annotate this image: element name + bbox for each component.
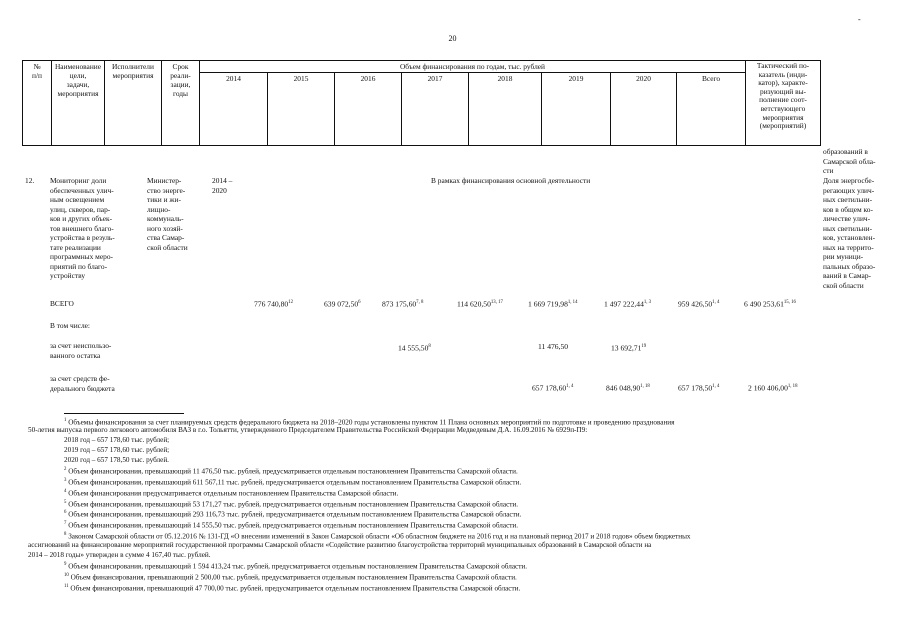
activity-indicator: Доля энергосбе- регающих улич- ных светильни- ков в общем ко- личестве улич- ных светильни- ков, установлен- ных на террито- рии муници- пальных образо- ваний в Самар- ской области	[823, 176, 876, 290]
footnote-5: $^5$ Объем финансирования, превышающий 53 171,27 тыс. рублей, предусматривается отдельным постановлением Правительства Самарской области.	[64, 500, 519, 509]
year-2018-header: 2018	[469, 73, 542, 146]
year-2017-header: 2017	[402, 73, 469, 146]
year-2020-header: 2020	[611, 73, 677, 146]
prev-indicator-tail: образований в Самарской обла- сти	[823, 147, 876, 175]
total-2018: 1 669 719,98$^{1, 14}$	[528, 299, 578, 309]
col-executor-header: Исполнители мероприятия	[105, 61, 162, 146]
year-2015-header: 2015	[268, 73, 335, 146]
total-all: 6 490 253,61$^{15, 16}$	[744, 299, 796, 309]
footnote-6: $^6$ Объем финансирования, превышающий 293 116,73 тыс. рублей, предусматривается отдельным постановлением Правительства Самарской области.	[64, 510, 522, 519]
year-2014-header: 2014	[200, 73, 268, 146]
federal-2018: 657 178,60$^{1, 4}$	[532, 383, 574, 393]
including-label: В том числе:	[50, 321, 90, 330]
footnote-10: $^{10}$ Объем финансирования, превышающий 2 500,00 тыс. рублей, предусматривается отдельным постановлением Правительства Самарской области.	[64, 573, 517, 582]
col-financing-header: Объем финансирования по годам, тыс. рублей	[200, 61, 746, 73]
total-2017: 114 620,50$^{13, 17}$	[457, 299, 503, 309]
corner-mark: -	[858, 15, 861, 24]
page-number: 20	[448, 34, 457, 43]
unused-2016: 14 555,50$^8$	[398, 343, 431, 353]
col-term-header: Срок реали- зации, годы	[162, 61, 200, 146]
financing-note: В рамках финансирования основной деятельности	[431, 176, 591, 185]
footnote-1-cont: 50-летия выпуска первого легкового автомобиля ВАЗ в г.о. Тольятти, утвержденного Председателем Правительства Российской Федерации Медведевым Д.А. 16.09.2016 № 6929п-П9:	[28, 426, 588, 434]
federal-all: 2 160 406,00$^{1, 18}$	[748, 383, 798, 393]
total-label: ВСЕГО	[50, 299, 74, 308]
year-total-header: Всего	[677, 73, 746, 146]
footnote-separator	[64, 413, 184, 414]
federal-label: за счет средств фе- дерального бюджета	[50, 374, 115, 393]
unused-2019: 13 692,71$^{19}$	[611, 343, 647, 353]
footnote-8: $^8$ Законом Самарской области от 05.12.2016 № 131-ГД «О внесении изменений в Закон Самарской области «Об областном бюджете на 2016 год и на плановый период 2017 и 2018 годов» объем бюджетных	[64, 532, 691, 541]
activity-term: 2014 – 2020	[212, 176, 233, 195]
year-2019-header: 2019	[542, 73, 611, 146]
total-2015: 639 072,50$^6$	[324, 299, 361, 309]
unused-2018: 11 476,50	[538, 342, 569, 351]
footnote-11: $^{11}$ Объем финансирования, превышающий 47 700,00 тыс. рублей, предусматривается отдельным постановлением Правительства Самарской области.	[64, 584, 521, 593]
unused-label: за счет неиспользо- ванного остатка	[50, 341, 112, 360]
footnote-3: $^3$ Объем финансирования, превышающий 611 567,11 тыс. рублей, предусматривается отдельным постановлением Правительства Самарской области.	[64, 478, 522, 487]
total-2020: 959 426,50$^{1, 4}$	[678, 299, 720, 309]
footnote-1-2018: 2018 год – 657 178,60 тыс. рублей;	[64, 436, 170, 444]
footnote-1: $^1$ Объемы финансирования за счет планируемых средств федерального бюджета на 2018–2020 годы установлены пунктом 11 Плана основных мероприятий по подготовке и проведению празднования	[64, 418, 675, 427]
total-2014: 776 740,80$^{12}$	[254, 299, 293, 309]
footnote-4: $^4$ Объем финансирования предусматривается отдельным постановлением Правительства Самарской области.	[64, 489, 399, 498]
footnote-2: $^2$ Объем финансирования, превышающий 11 476,50 тыс. рублей, предусматривается отдельным постановлением Правительства Самарской области.	[64, 467, 518, 476]
activity-name: Мониторинг доли обеспеченных улич- ным освещением улиц, скверов, пар- ков и других объек- тов внешнего благо- устройства в резуль- тате реализации программных меро- приятий по благо- устройству	[50, 176, 115, 280]
footnote-1-2020: 2020 год – 657 178,50 тыс. рублей.	[64, 456, 169, 464]
footnote-8-end: 2014 – 2018 годы» утвержден в сумме 4 167,40 тыс. рублей.	[28, 551, 211, 559]
footnote-1-2019: 2019 год – 657 178,60 тыс. рублей;	[64, 446, 170, 454]
activity-executor: Министер- ство энерге- тики и жи- лищно- коммуналь- ного хозяй- ства Самар- ской области	[147, 176, 188, 252]
footnote-9: $^9$ Объем финансирования, превышающий 1 594 413,24 тыс. рублей, предусматривается отдельным постановлением Правительства Самарской области.	[64, 562, 528, 571]
col-name-header: Наименование цели, задачи, мероприятия	[52, 61, 105, 146]
federal-2020: 657 178,50$^{1, 4}$	[678, 383, 720, 393]
federal-2019: 846 048,90$^{1, 18}$	[606, 383, 650, 393]
col-indicator-header: Тактический по- казатель (инди- катор), характе- ризующий вы- полнение соот- ветствующего мероприятия (мероприятий)	[746, 61, 821, 146]
header-table	[22, 60, 821, 146]
col-num-header: № п/п	[23, 61, 52, 146]
footnote-8-cont: ассигнований на финансирование мероприятий государственной программы Самарской области «Содействие развитию благоустройства территорий муниципальных образований в Самарской области на	[28, 541, 652, 549]
total-2019: 1 497 222,44$^{1, 3}$	[604, 299, 652, 309]
year-2016-header: 2016	[335, 73, 402, 146]
row-number: 12.	[25, 176, 35, 185]
footnote-7: $^7$ Объем финансирования, превышающий 14 555,50 тыс. рублей, предусматривается отдельным постановлением Правительства Самарской области.	[64, 521, 519, 530]
total-2016: 873 175,60$^{7, 8}$	[382, 299, 424, 309]
